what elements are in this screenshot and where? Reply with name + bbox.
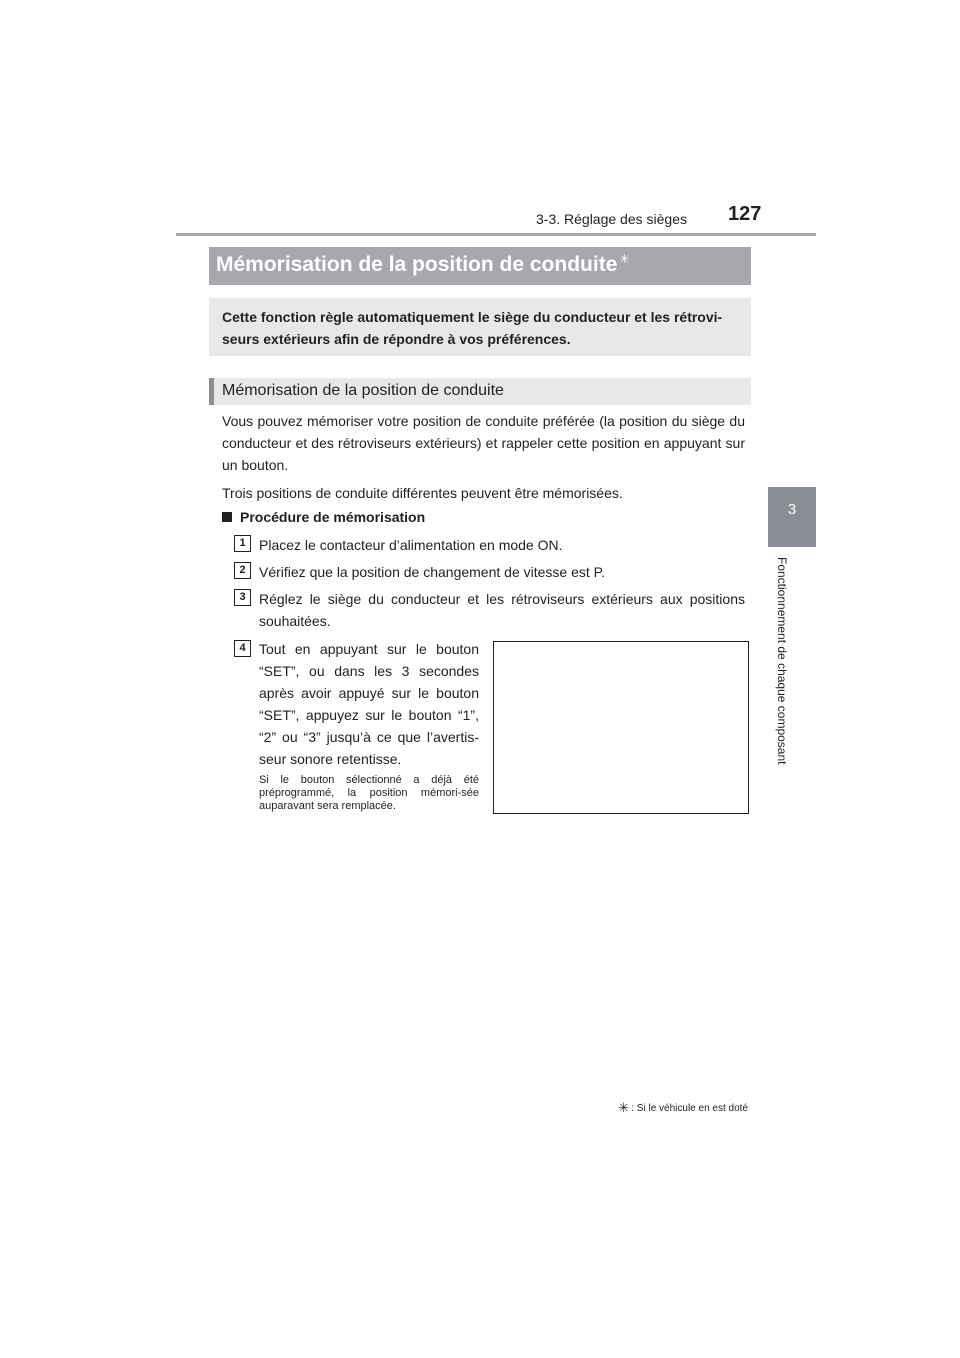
page-title-text: Mémorisation de la position de conduite <box>216 253 618 276</box>
step-1-badge: 1 <box>234 535 251 552</box>
step-1-text: Placez le contacteur d’alimentation en mode ON. <box>259 537 563 553</box>
footnote <box>618 1100 748 1116</box>
step-3-badge: 3 <box>234 589 251 606</box>
chapter-title: Fonctionnement de chaque composant <box>775 557 789 765</box>
intro-text: Cette fonction règle automatiquement le siège du conducteur et les rétrovi-seurs extérieurs afin de répondre à vos préférences. <box>222 309 723 347</box>
step-4-note: Si le bouton sélectionné a déjà été préprogrammé, la position mémori-sée auparavant sera remplacée. <box>259 774 479 812</box>
step-2-text: Vérifiez que la position de changement de vitesse est P. <box>259 564 606 580</box>
page-number: 127 <box>728 203 762 225</box>
subsection-title: Mémorisation de la position de conduite <box>222 382 504 399</box>
step-3-text: Réglez le siège du conducteur et les rétroviseurs extérieurs aux positions souhaitées. <box>259 591 745 629</box>
procedure-heading-text: Procédure de mémorisation <box>240 509 426 525</box>
footnote-text: : Si le véhicule en est doté <box>631 1103 748 1114</box>
paragraph-1: Vous pouvez mémoriser votre position de conduite préférée (la position du siège du conducteur et des rétroviseurs extérieurs) et rappeler cette position en appuyant sur un bouton. <box>222 413 745 473</box>
illustration-frame <box>493 641 749 814</box>
step-2-badge: 2 <box>234 562 251 579</box>
asterisk-icon: ✳ <box>619 252 630 266</box>
procedure-heading <box>222 509 425 525</box>
step-4-text: Tout en appuyant sur le bouton “SET”, ou dans les 3 secondes après avoir appuyé sur le bouton “SET”, appuyez sur le bouton “1”, “2” ou “3” jusqu’à ce que l’avertis-seur sonore retentisse. <box>259 641 479 767</box>
paragraph-2: Trois positions de conduite différentes peuvent être mémorisées. <box>222 485 623 501</box>
square-bullet-icon <box>222 512 232 522</box>
chapter-number: 3 <box>787 501 797 518</box>
asterisk-icon: ✳ <box>618 1100 630 1115</box>
page-title <box>216 252 629 277</box>
step-4-badge: 4 <box>234 640 251 657</box>
header-divider <box>176 233 816 236</box>
subsection-accent <box>209 378 214 405</box>
section-header: 3-3. Réglage des sièges <box>536 211 687 227</box>
